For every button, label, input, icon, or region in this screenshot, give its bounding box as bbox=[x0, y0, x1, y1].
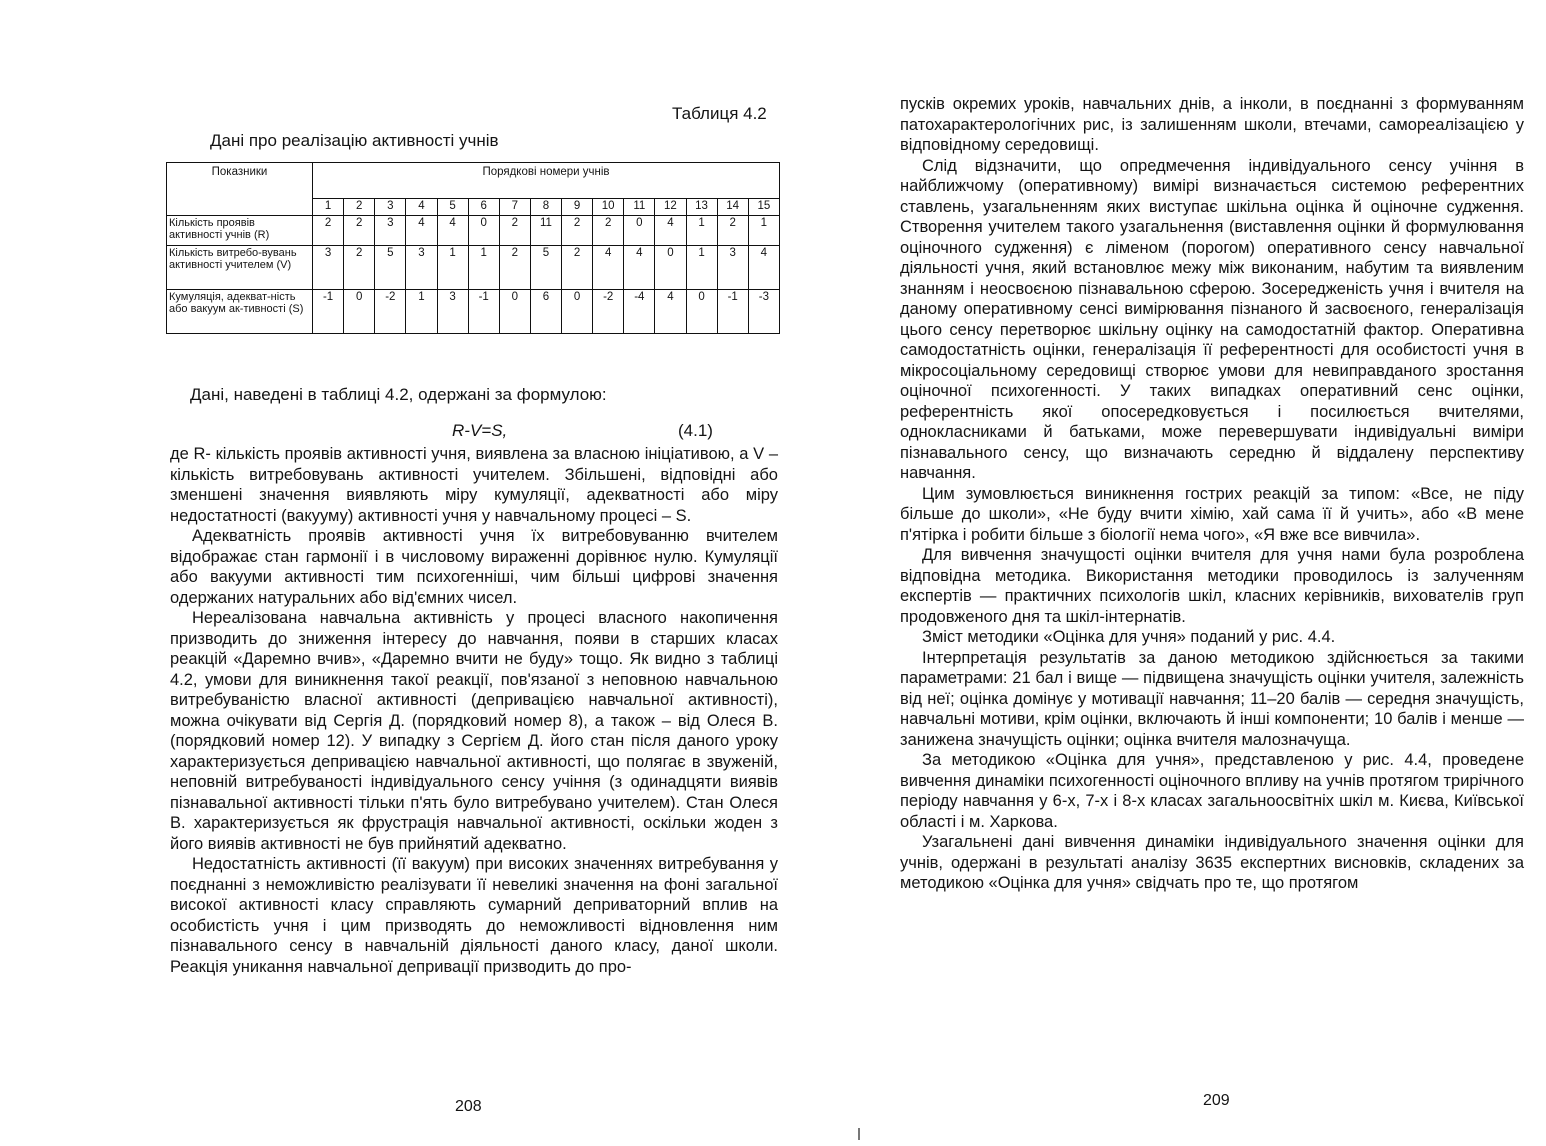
student-number-cell: 13 bbox=[686, 199, 717, 216]
table-cell: 1 bbox=[437, 246, 468, 290]
table-cell: 2 bbox=[344, 246, 375, 290]
table-cell: 3 bbox=[406, 246, 437, 290]
table-cell: 1 bbox=[686, 246, 717, 290]
table-cell: 4 bbox=[655, 216, 686, 246]
student-number-cell: 1 bbox=[313, 199, 344, 216]
table-cell: 0 bbox=[655, 246, 686, 290]
table-cell: 3 bbox=[437, 290, 468, 334]
paragraph: пусків окремих уроків, навчальних днів, а інколи, в поєднанні з формуванням патохарактерологічних рис, із залишенням школи, втечами, самореалізацією у відповідному середовищі. bbox=[900, 95, 1524, 154]
table-title: Дані про реалізацію активності учнів bbox=[210, 131, 499, 150]
paragraph: де R- кількість проявів активності учня, виявлена за власною ініціативою, а V – кількість витребовувань активності учителем. Збільшені, відповідні або зменшені значення виявляють міру кумуляції, адекватності або міру недостатності (вакууму) активності учня у навчальному процесі – S. bbox=[170, 445, 778, 525]
table-cell: 2 bbox=[313, 216, 344, 246]
student-number-cell: 10 bbox=[593, 199, 624, 216]
student-number-cell: 7 bbox=[499, 199, 530, 216]
table-cell: 1 bbox=[748, 216, 779, 246]
table-cell: 4 bbox=[406, 216, 437, 246]
book-spine-mark bbox=[858, 1128, 860, 1140]
table-cell: -1 bbox=[717, 290, 748, 334]
paragraph: Узагальнені дані вивчення динаміки індивідуального значення оцінки для учнів, одержані в результаті аналізу 3635 експертних висновків, складених за методикою «Оцінка для учня» свідчать про те, що протягом bbox=[900, 833, 1524, 892]
right-page bbox=[780, 0, 1546, 1146]
table-cell: -3 bbox=[748, 290, 779, 334]
table-cell: 1 bbox=[406, 290, 437, 334]
table-header-students: Порядкові номери учнів bbox=[313, 163, 780, 199]
table-cell: 4 bbox=[748, 246, 779, 290]
table-row bbox=[167, 216, 780, 246]
table-cell: 0 bbox=[562, 290, 593, 334]
paragraph: Недостатність активності (її вакуум) при високих значеннях витребування у поєднанні з неможливістю реалізувати її невеликі значення на фоні загальної високої активності класу справляють сумарний деприваторний вплив на особистість учня і цим призводять до неможливості відновлення ним пізнавального сенсу в навчальній діяльності даного класу, даної школи. Реакція уникання навчальної депривації призводить до про- bbox=[170, 855, 778, 976]
table-cell: 2 bbox=[499, 246, 530, 290]
row-label: Кількість проявів активності учнів (R) bbox=[167, 216, 313, 246]
table-cell: -2 bbox=[593, 290, 624, 334]
student-number-cell: 5 bbox=[437, 199, 468, 216]
paragraph: Цим зумовлюється виникнення гострих реакцій за типом: «Все, не піду більше до школи», «Не буду вчити хімію, хай сама її й учить», або «В мене п'ятірка і робити більше з біології нема чого», «Я вже все вивчила». bbox=[900, 484, 1524, 544]
page-number: 208 bbox=[455, 1098, 482, 1115]
table-cell: 4 bbox=[655, 290, 686, 334]
data-table bbox=[166, 162, 780, 334]
table-cell: 0 bbox=[468, 216, 499, 246]
right-body-text bbox=[900, 94, 1524, 894]
student-number-cell: 4 bbox=[406, 199, 437, 216]
table-cell: 1 bbox=[468, 246, 499, 290]
table-cell: 2 bbox=[717, 216, 748, 246]
table-cell: -1 bbox=[468, 290, 499, 334]
table-cell: 4 bbox=[437, 216, 468, 246]
table-cell: 3 bbox=[717, 246, 748, 290]
table-header-indicators: Показники bbox=[167, 163, 313, 216]
student-number-cell: 3 bbox=[375, 199, 406, 216]
table-cell: 3 bbox=[375, 216, 406, 246]
table-label: Таблиця 4.2 bbox=[672, 104, 767, 123]
table-row bbox=[167, 246, 780, 290]
table-cell: 1 bbox=[686, 216, 717, 246]
student-number-cell: 14 bbox=[717, 199, 748, 216]
left-body-text bbox=[170, 444, 778, 977]
table-cell: -2 bbox=[375, 290, 406, 334]
student-number-cell: 9 bbox=[562, 199, 593, 216]
table-cell: 0 bbox=[499, 290, 530, 334]
table-cell: 5 bbox=[530, 246, 561, 290]
paragraph: Інтерпретація результатів за даною методикою здійснюється за такими параметрами: 21 бал і вище — підвищена значущість оцінки учителя, залежність від неї; оцінка домінує у мотивації навчання; 11–20 балів — середня значущість, навчальні мотиви, крім оцінки, включають й інші компоненти; 10 балів і менше — занижена значущість оцінки; оцінка вчителя малозначуща. bbox=[900, 648, 1524, 749]
student-number-cell: 8 bbox=[530, 199, 561, 216]
table-cell: 2 bbox=[593, 216, 624, 246]
table-cell: 0 bbox=[686, 290, 717, 334]
table-cell: 11 bbox=[530, 216, 561, 246]
table-row bbox=[167, 290, 780, 334]
page-number: 209 bbox=[1203, 1092, 1230, 1109]
table-cell: 4 bbox=[593, 246, 624, 290]
paragraph: Нереалізована навчальна активність у процесі власного накопичення призводить до зниження інтересу до навчання, появи в старших класах реакцій «Даремно вчив», «Даремно вчити не буду» тощо. Як видно з таблиці 4.2, умови для виникнення такої реакції, пов'язаної з неповною навчальною витребуваністю власної активності (депривацією навчальної активності), можна очікувати від Сергія Д. (порядковий номер 8), а також – від Олеся В. (порядковий номер 12). У випадку з Сергієм Д. його стан після даного уроку характеризується депривацією навчальної активності, що полягає в звуженій, неповній витребуваності індивідуального сенсу учіння (з одинадцяти виявів пізнавальної активності тільки п'ять було витребувано учителем). Стан Олеся В. характеризується як фрустрація навчальної активності, оскільки жоден з його виявів активності не був прийнятий адекватно. bbox=[170, 609, 778, 853]
table-cell: 6 bbox=[530, 290, 561, 334]
table-cell: 5 bbox=[375, 246, 406, 290]
table-cell: 2 bbox=[499, 216, 530, 246]
table-cell: 4 bbox=[624, 246, 655, 290]
paragraph: Зміст методики «Оцінка для учня» поданий у рис. 4.4. bbox=[922, 628, 1336, 646]
student-number-cell: 6 bbox=[468, 199, 499, 216]
formula-intro: Дані, наведені в таблиці 4.2, одержані за формулою: bbox=[190, 385, 607, 404]
table-cell: 3 bbox=[313, 246, 344, 290]
student-number-cell: 2 bbox=[344, 199, 375, 216]
formula: R-V=S, bbox=[452, 421, 508, 440]
table-cell: 2 bbox=[562, 246, 593, 290]
formula-number: (4.1) bbox=[678, 421, 713, 440]
table-cell: 2 bbox=[562, 216, 593, 246]
student-number-cell: 12 bbox=[655, 199, 686, 216]
row-label: Кумуляція, адекват-ність або вакуум ак-тивності (S) bbox=[167, 290, 313, 334]
row-label: Кількість витребо-вувань активності учителем (V) bbox=[167, 246, 313, 290]
table-cell: -4 bbox=[624, 290, 655, 334]
table-cell: 0 bbox=[344, 290, 375, 334]
student-number-cell: 11 bbox=[624, 199, 655, 216]
paragraph: Адекватність проявів активності учня їх витребовуванню вчителем відображає стан гармонії і в числовому вираженні дорівнює нулю. Кумуляції або вакууми активності тим психогенніші, чим більші цифрові значення одержаних натуральних або від'ємних чисел. bbox=[170, 527, 778, 607]
table-cell: 0 bbox=[624, 216, 655, 246]
table-cell: -1 bbox=[313, 290, 344, 334]
paragraph: Для вивчення значущості оцінки вчителя для учня нами була розроблена відповідна методика. Використання методики проводилось із залученням експертів — практичних психологів шкіл, класних керівників, вихователів груп продовженого дня та шкіл-інтернатів. bbox=[900, 546, 1524, 626]
paragraph: Слід відзначити, що опредмечення індивідуального сенсу учіння в найближчому (оперативному) вимірі визначається системою референтних ставлень, узагальненням яких виступає шкільна оцінка й оціночне судження. Створення учителем такого узагальнення (виставлення оцінки й формулювання оціночного судження) є ліменом (порогом) оперативного сенсу навчальної діяльності учня, який встановлює межу між виконаним, набутим та виявленим знанням і неосвоєною пізнавальною сферою. Зосередженість учня і вчителя на даному оперативному сенсі вимірювання пізнаного й засвоєного, генералізація цього сенсу перетворює шкільну оцінку на самодостатній фактор. Оперативна самодостатність оцінки, генералізація її референтності для особистості учня в мікросоціальному середовищі створює умови для невиправданого зростання оціночної психогенності. У таких випадках оперативний сенс оцінки, референтність якої опосередковується і посилюється вчителями, однокласниками й батьками, може перевершувати індивідуальні виміри пізнавального сенсу, що визначають середню й віддалену перспективу навчання. bbox=[900, 156, 1524, 482]
table-cell: 2 bbox=[344, 216, 375, 246]
paragraph: За методикою «Оцінка для учня», представленою у рис. 4.4, проведене вивчення динаміки психогенності оціночного впливу на учнів протягом трирічного періоду навчання у 6-х, 7-х і 8-х класах загальноосвітніх шкіл м. Києва, Київської області і м. Харкова. bbox=[900, 751, 1524, 831]
student-number-cell: 15 bbox=[748, 199, 779, 216]
